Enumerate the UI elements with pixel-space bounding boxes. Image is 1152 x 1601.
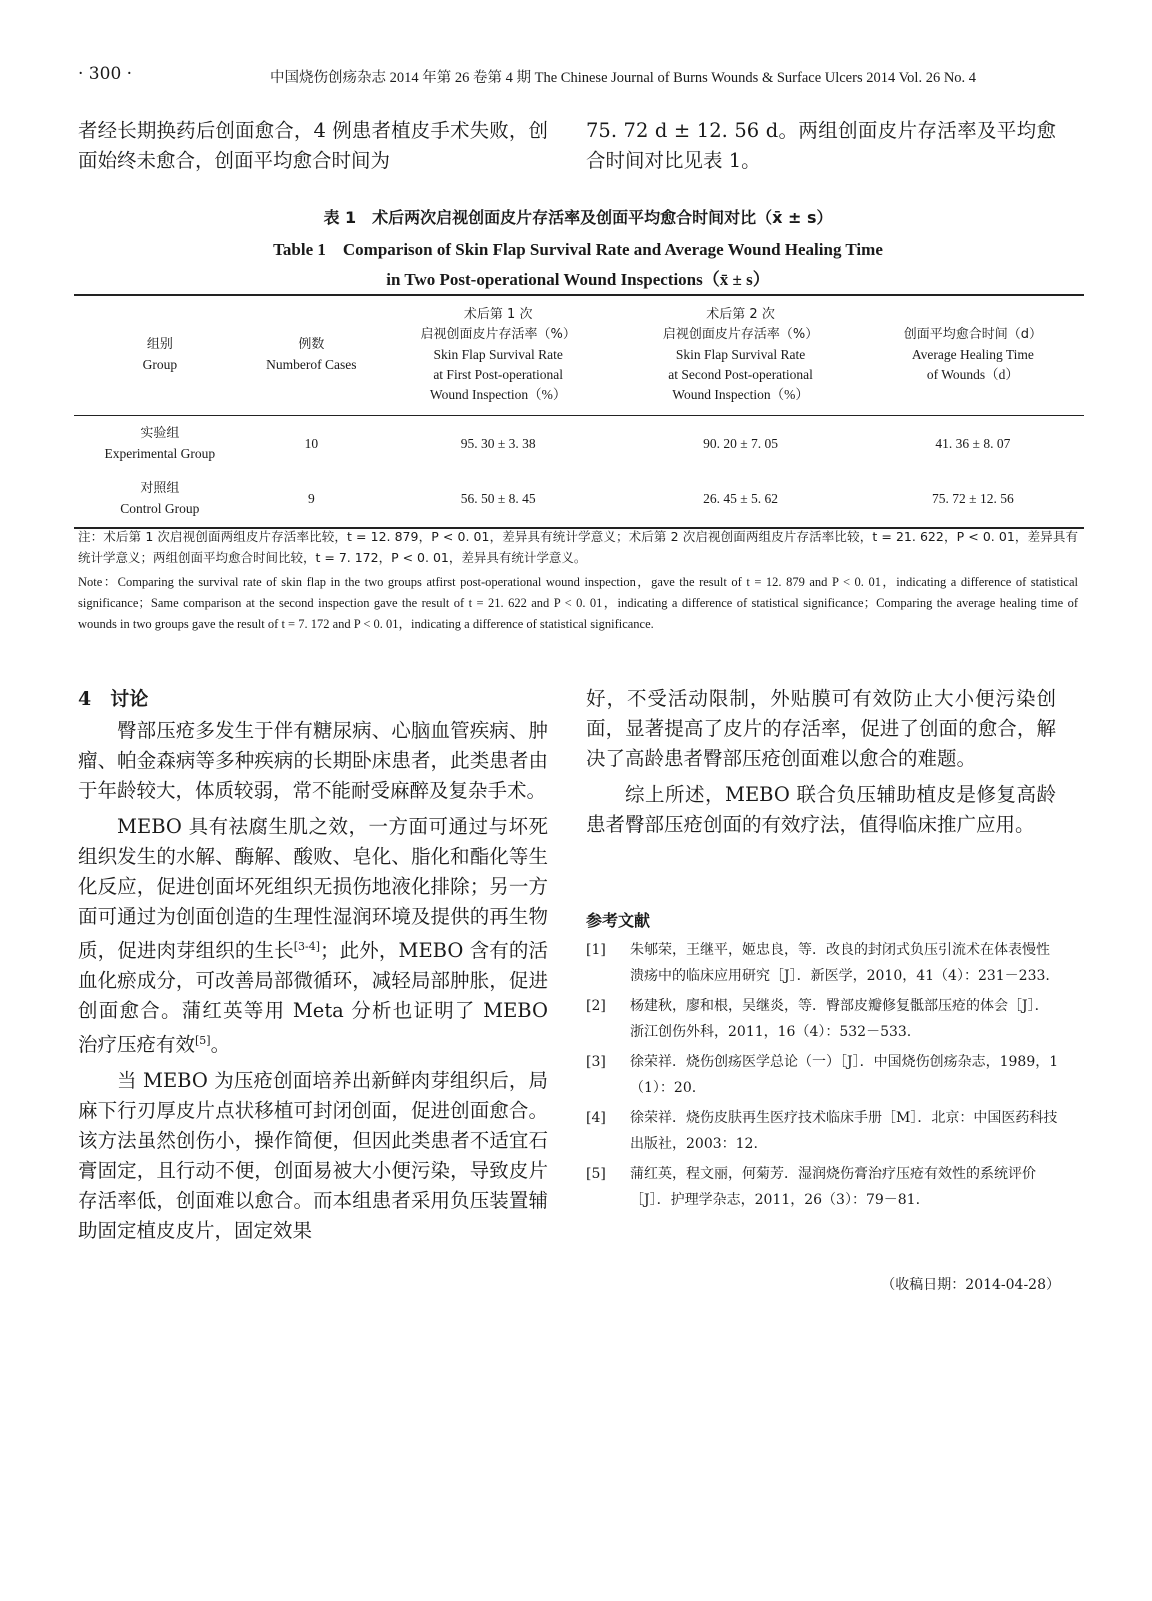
header-first-en1: Skin Flap Survival Rate bbox=[433, 347, 563, 362]
references-section bbox=[586, 908, 1062, 1217]
cell-cases: 10 bbox=[304, 435, 319, 451]
data-table bbox=[74, 294, 1084, 529]
header-first-en3: Wound Inspection（%） bbox=[429, 387, 567, 402]
header-group-en: Group bbox=[142, 357, 178, 372]
cell-second: 90. 20 ± 7. 05 bbox=[703, 435, 779, 451]
cell-second: 26. 45 ± 5. 62 bbox=[703, 491, 779, 506]
table-caption-en-1: Table 1 Comparison of Skin Flap Survival Rate and Average Wound Healing Time bbox=[273, 240, 883, 259]
header-first-inspection bbox=[377, 295, 619, 416]
cell-healing: 75. 72 ± 12. 56 bbox=[932, 491, 1014, 506]
header-healing-time bbox=[862, 295, 1084, 416]
references-title: 参考文献 bbox=[586, 911, 651, 930]
header-healing-en1: Average Healing Time bbox=[911, 347, 1034, 362]
table-row bbox=[74, 472, 1084, 528]
header-second-cn2: 启视创面皮片存活率（%） bbox=[662, 327, 819, 342]
top-left-text bbox=[78, 116, 548, 176]
discussion-paragraph-2 bbox=[78, 812, 548, 1060]
reference-item bbox=[586, 937, 1062, 989]
p2-part-b: ；此外，MEBO 含有的活血化瘀成分，可改善局部微循环，减轻局部肿胀，促进创面愈合。蒲红英等用 Meta 分析也证明了 MEBO 治疗压疮有效 bbox=[78, 939, 548, 1056]
cell-group-cn: 对照组 bbox=[140, 481, 180, 496]
reference-number: [4] bbox=[586, 1110, 606, 1126]
cell-group-cn: 实验组 bbox=[140, 425, 180, 441]
header-second-en3: Wound Inspection（%） bbox=[672, 387, 809, 402]
header-second-cn1: 术后第 2 次 bbox=[706, 307, 775, 322]
reference-number: [1] bbox=[586, 942, 606, 958]
cell-group-en: Experimental Group bbox=[104, 445, 216, 461]
section-heading: 4 讨论 bbox=[78, 688, 149, 710]
header-first-cn1: 术后第 1 次 bbox=[463, 307, 533, 322]
right-column bbox=[586, 684, 1056, 840]
reference-text: 徐荣祥．烧伤皮肤再生医疗技术临床手册［M］．北京：中国医药科技出版社，2003：12. bbox=[630, 1110, 1058, 1152]
header-cases bbox=[246, 295, 377, 416]
cell-first: 56. 50 ± 8. 45 bbox=[460, 491, 536, 506]
cell-first: 95. 30 ± 3. 38 bbox=[460, 435, 536, 451]
table-header-row bbox=[74, 295, 1084, 416]
header-cases-en: Numberof Cases bbox=[266, 357, 357, 372]
reference-item bbox=[586, 993, 1062, 1045]
table-caption-en-2: in Two Post-operational Wound Inspections（x̄ ± s） bbox=[386, 270, 770, 289]
top-left-paragraph: 者经长期换药后创面愈合，4 例患者植皮手术失败，创面始终未愈合，创面平均愈合时间为 bbox=[78, 119, 548, 172]
reference-list bbox=[586, 937, 1062, 1213]
left-column bbox=[78, 684, 548, 1246]
header-group-cn: 组别 bbox=[146, 337, 173, 352]
reference-number: [3] bbox=[586, 1054, 606, 1070]
discussion-paragraph-4: 综上所述，MEBO 联合负压辅助植皮是修复高龄患者臀部压疮创面的有效疗法，值得临床推广应用。 bbox=[586, 783, 1056, 836]
table-note-cn: 注：术后第 1 次启视创面两组皮片存活率比较，t = 12. 879，P < 0. 01，差异具有统计学意义；术后第 2 次启视创面两组皮片存活率比较，t = 21. 622，P < 0. 01，差异具有统计学意义；两组创面平均愈合时间比较，t = 7. 172，P < 0. 01，差异具有统计学意义。 bbox=[78, 529, 1078, 565]
header-healing-en2: of Wounds（d） bbox=[926, 367, 1019, 382]
header-group bbox=[74, 295, 246, 416]
header-second-inspection bbox=[619, 295, 861, 416]
citation-5: [5] bbox=[195, 1034, 211, 1047]
reference-item bbox=[586, 1049, 1062, 1101]
citation-3-4: [3-4] bbox=[293, 940, 321, 953]
reference-text: 徐荣祥．烧伤创疡医学总论（一）［J］．中国烧伤创疡杂志，1989，1（1）：20. bbox=[630, 1054, 1059, 1096]
reference-item bbox=[586, 1161, 1062, 1213]
cell-group-en: Control Group bbox=[120, 501, 200, 516]
header-first-cn2: 启视创面皮片存活率（%） bbox=[420, 327, 576, 342]
header-second-en1: Skin Flap Survival Rate bbox=[675, 347, 806, 362]
p2-part-c: 。 bbox=[210, 1033, 231, 1056]
journal-title: 中国烧伤创疡杂志 2014 年第 26 卷第 4 期 The Chinese Journal of Burns Wounds & Surface Ulcers 2014 Vol. 26 No. 4 bbox=[270, 70, 977, 86]
top-right-paragraph: 75. 72 d ± 12. 56 d。两组创面皮片存活率及平均愈合时间对比见表 1。 bbox=[586, 119, 1056, 172]
header-second-en2: at Second Post-operational bbox=[668, 367, 813, 382]
table-row bbox=[74, 416, 1084, 472]
table-caption-cn: 表 1 术后两次启视创面皮片存活率及创面平均愈合时间对比（x̄ ± s） bbox=[323, 208, 833, 227]
table-note-en: Note：Comparing the survival rate of skin flap in the two groups atfirst post-operational wound inspection，gave the result of t = 12. 879 and P < 0. 01，indicating a difference of statistical significance；Same comparison at the second inspection gave the result of t = 21. 622 and P < 0. 01，indicating a difference of statistical significance；Comparing the average healing time of wounds in two groups gave the result of t = 7. 172 and P < 0. 01，indicating a difference of statistical significance. bbox=[78, 575, 1078, 631]
discussion-paragraph-3: 当 MEBO 为压疮创面培养出新鲜肉芽组织后，局麻下行刃厚皮片点状移植可封闭创面，促进创面愈合。该方法虽然创伤小，操作简便，但因此类患者不适宜石膏固定，且行动不便，创面易被大小便污染，导致皮片存活率低，创面难以愈合。而本组患者采用负压装置辅助固定植皮皮片，固定效果 bbox=[78, 1069, 548, 1242]
reference-number: [5] bbox=[586, 1166, 606, 1182]
reference-text: 朱郇荣，王继平，姬忠良，等．改良的封闭式负压引流术在体表慢性溃疡中的临床应用研究［J］．新医学，2010，41（4）：231－233. bbox=[630, 942, 1050, 984]
cell-cases: 9 bbox=[307, 491, 315, 506]
reference-text: 杨建秋，廖和根，吴继炎，等．臀部皮瓣修复骶部压疮的体会［J］．浙江创伤外科，2011，16（4）：532－533. bbox=[630, 998, 1049, 1040]
cell-healing: 41. 36 ± 8. 07 bbox=[935, 435, 1011, 451]
reference-number: [2] bbox=[586, 998, 606, 1014]
discussion-paragraph-3-cont: 好，不受活动限制，外贴膜可有效防止大小便污染创面，显著提高了皮片的存活率，促进了创面的愈合，解决了高龄患者臀部压疮创面难以愈合的难题。 bbox=[586, 687, 1056, 770]
table-notes bbox=[78, 526, 1078, 635]
header-healing-cn: 创面平均愈合时间（d） bbox=[903, 327, 1043, 342]
received-date: （收稿日期：2014-04-28） bbox=[881, 1277, 1060, 1293]
reference-item bbox=[586, 1105, 1062, 1157]
cell-group bbox=[74, 416, 246, 472]
page-number: · 300 · bbox=[78, 64, 133, 84]
cell-group bbox=[74, 472, 246, 528]
reference-text: 蒲红英，程文丽，何菊芳．湿润烧伤膏治疗压疮有效性的系统评价［J］．护理学杂志，2011，26（3）：79－81. bbox=[630, 1166, 1036, 1208]
top-right-text bbox=[586, 116, 1056, 176]
header-first-en2: at First Post-operational bbox=[433, 367, 564, 382]
p2-part-a: MEBO 具有祛腐生肌之效，一方面可通过与坏死组织发生的水解、酶解、酸败、皂化、脂化和酯化等生化反应，促进创面坏死组织无损伤地液化排除；另一方面可通过为创面创造的生理性湿润环境及提供的再生物质，促进肉芽组织的生长 bbox=[78, 815, 548, 962]
discussion-paragraph-1: 臀部压疮多发生于伴有糖尿病、心脑血管疾病、肿瘤、帕金森病等多种疾病的长期卧床患者，此类患者由于年龄较大，体质较弱，常不能耐受麻醉及复杂手术。 bbox=[78, 719, 548, 802]
header-cases-cn: 例数 bbox=[298, 337, 325, 352]
